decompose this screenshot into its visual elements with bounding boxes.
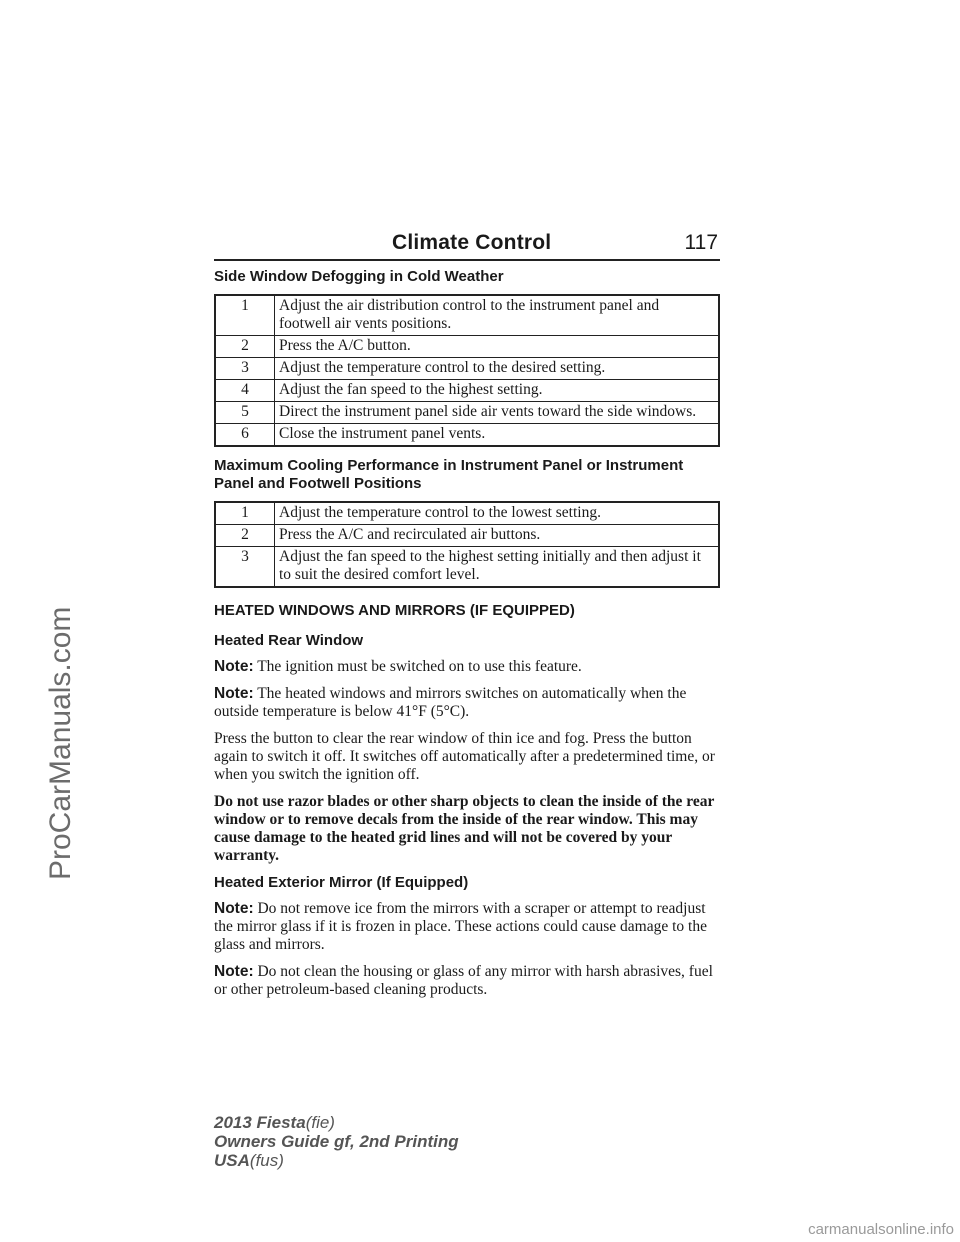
footer-line-region xyxy=(214,1151,459,1170)
table-row xyxy=(215,358,719,380)
footer-model: 2013 Fiesta xyxy=(214,1113,306,1132)
step-text: Direct the instrument panel side air vents toward the side windows. xyxy=(275,402,720,424)
heated-section-heading: HEATED WINDOWS AND MIRRORS (IF EQUIPPED) xyxy=(214,602,575,619)
warning-paragraph: Do not use razor blades or other sharp objects to clean the inside of the rear window or to remove decals from the inside of the rear window. This may cause damage to the heated grid lines and will not be covered by your warranty. xyxy=(214,793,715,864)
table-row xyxy=(215,502,719,525)
note-label: Note: xyxy=(214,963,254,980)
note-label: Note: xyxy=(214,658,254,675)
site-watermark: carmanualsonline.info xyxy=(808,1221,954,1238)
step-number: 1 xyxy=(215,502,275,525)
step-text: Adjust the air distribution control to the instrument panel and footwell air vents positions. xyxy=(275,295,720,336)
side-window-heading: Side Window Defogging in Cold Weather xyxy=(214,268,504,285)
step-text: Adjust the fan speed to the highest setting initially and then adjust it to suit the desired comfort level. xyxy=(275,547,720,588)
note-text: Do not clean the housing or glass of any mirror with harsh abrasives, fuel or other petroleum-based cleaning products. xyxy=(214,963,713,998)
step-number: 3 xyxy=(215,358,275,380)
page-header xyxy=(214,229,720,261)
footer-guide: Owners Guide gf, 2nd Printing xyxy=(214,1132,459,1151)
table-row xyxy=(215,402,719,424)
note-paragraph xyxy=(214,685,722,721)
step-number: 2 xyxy=(215,525,275,547)
step-number: 5 xyxy=(215,402,275,424)
footer-region: USA xyxy=(214,1151,250,1170)
step-text: Press the A/C button. xyxy=(275,336,720,358)
note-paragraph xyxy=(214,658,722,676)
side-window-steps-table xyxy=(214,294,720,447)
page-number: 117 xyxy=(684,231,718,254)
page-footer xyxy=(214,1113,459,1170)
mirror-heading: Heated Exterior Mirror (If Equipped) xyxy=(214,874,469,891)
table-row xyxy=(215,336,719,358)
max-cooling-steps-table xyxy=(214,501,720,588)
step-text: Adjust the temperature control to the lowest setting. xyxy=(275,502,720,525)
footer-line-guide xyxy=(214,1132,459,1151)
watermark-text: ProCarManuals.com xyxy=(44,606,77,880)
note-label: Note: xyxy=(214,900,254,917)
step-text: Close the instrument panel vents. xyxy=(275,424,720,447)
step-number: 1 xyxy=(215,295,275,336)
table-row xyxy=(215,547,719,588)
rear-window-heading: Heated Rear Window xyxy=(214,632,364,649)
table-row xyxy=(215,525,719,547)
note-text: The ignition must be switched on to use this feature. xyxy=(257,658,582,675)
step-number: 6 xyxy=(215,424,275,447)
note-text: The heated windows and mirrors switches on automatically when the outside temperature is below 41°F (5°C). xyxy=(214,685,687,720)
chapter-title: Climate Control xyxy=(392,231,552,254)
body-paragraph: Press the button to clear the rear window of thin ice and fog. Press the button again to switch it off. It switches off automatically after a predetermined time, or when you switch the ignition off. xyxy=(214,730,715,783)
page-content xyxy=(214,268,722,1008)
note-paragraph xyxy=(214,900,722,954)
note-paragraph xyxy=(214,963,722,999)
step-number: 4 xyxy=(215,380,275,402)
table-row xyxy=(215,424,719,447)
footer-model-code: (fie) xyxy=(305,1113,335,1132)
footer-line-model xyxy=(214,1113,459,1132)
max-cooling-heading: Maximum Cooling Performance in Instrument Panel or Instrument Panel and Footwell Positions xyxy=(214,457,684,492)
note-text: Do not remove ice from the mirrors with a scraper or attempt to readjust the mirror glass if it is frozen in place. These actions could cause damage to the glass and mirrors. xyxy=(214,900,707,953)
footer-region-code: (fus) xyxy=(249,1151,284,1170)
step-text: Adjust the temperature control to the desired setting. xyxy=(275,358,720,380)
table-row xyxy=(215,295,719,336)
note-label: Note: xyxy=(214,685,254,702)
step-text: Press the A/C and recirculated air buttons. xyxy=(275,525,720,547)
table-row xyxy=(215,380,719,402)
step-number: 2 xyxy=(215,336,275,358)
step-number: 3 xyxy=(215,547,275,588)
step-text: Adjust the fan speed to the highest setting. xyxy=(275,380,720,402)
